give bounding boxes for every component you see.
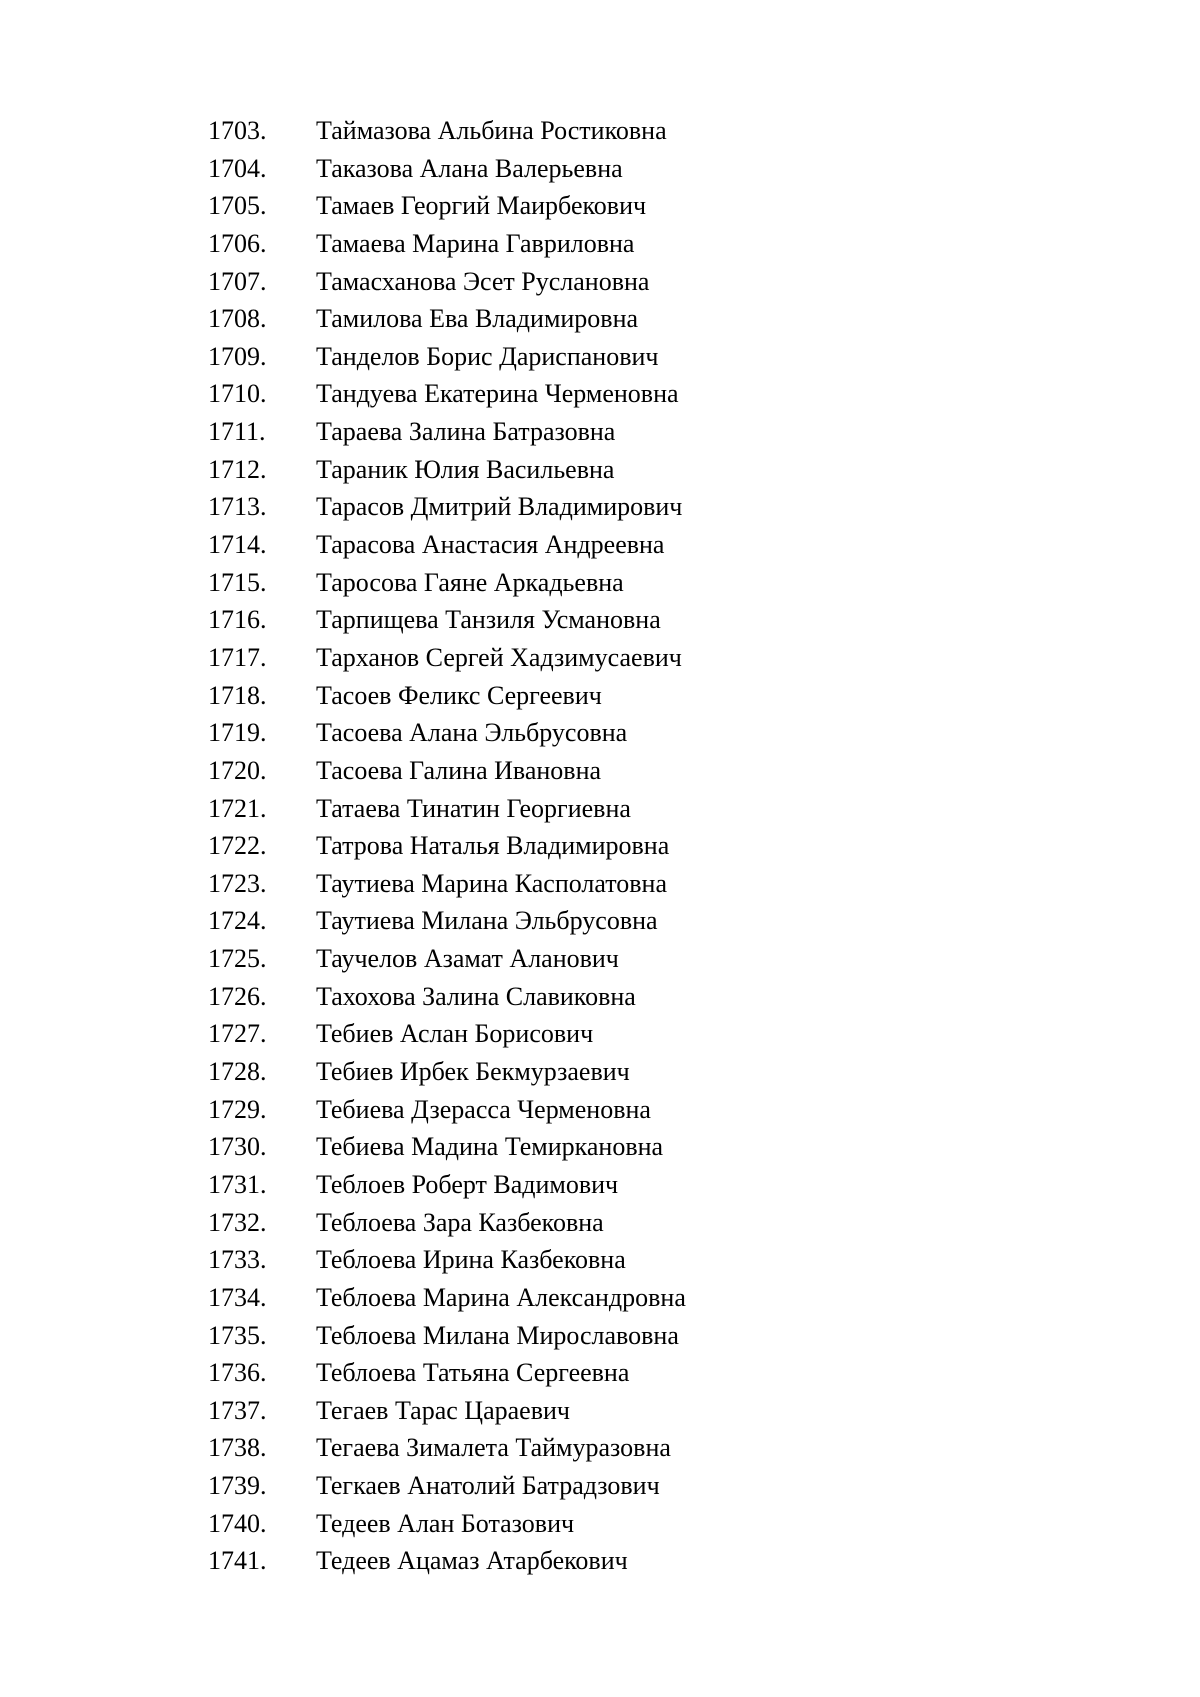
- entry-name: Тарханов Сергей Хадзимусаевич: [316, 642, 682, 672]
- entry-name: Тарасова Анастасия Андреевна: [316, 530, 665, 560]
- entry-number: 1725.: [208, 944, 267, 974]
- list-item: [208, 902, 686, 940]
- entry-number: 1729.: [208, 1094, 267, 1124]
- entry-number: 1718.: [208, 680, 267, 710]
- list-item: [208, 1429, 686, 1467]
- list-item: [208, 1505, 686, 1543]
- list-item: [208, 1317, 686, 1355]
- entry-name: Танделов Борис Дариспанович: [316, 341, 659, 371]
- list-item: [208, 790, 686, 828]
- entry-name: Тамаева Марина Гавриловна: [316, 228, 635, 258]
- entry-number: 1715.: [208, 567, 267, 597]
- list-item: [208, 300, 686, 338]
- entry-name: Тегаев Тарас Цараевич: [316, 1395, 570, 1425]
- list-item: [208, 1128, 686, 1166]
- entry-number: 1717.: [208, 642, 267, 672]
- list-item: [208, 338, 686, 376]
- entry-number: 1730.: [208, 1132, 267, 1162]
- entry-name: Таучелов Азамат Аланович: [316, 944, 619, 974]
- entry-name: Тегаева Зималета Таймуразовна: [316, 1433, 671, 1463]
- entry-number: 1727.: [208, 1019, 267, 1049]
- entry-number: 1734.: [208, 1282, 267, 1312]
- entry-number: 1708.: [208, 304, 267, 334]
- entry-name: Таутиева Марина Касполатовна: [316, 868, 668, 898]
- entry-number: 1712.: [208, 454, 267, 484]
- entry-number: 1724.: [208, 906, 267, 936]
- entry-name: Тамилова Ева Владимировна: [316, 304, 639, 334]
- entry-name: Тараник Юлия Васильевна: [316, 454, 615, 484]
- entry-name: Тедеев Алан Ботазович: [316, 1508, 575, 1538]
- list-item: [208, 150, 686, 188]
- list-item: [208, 112, 686, 150]
- entry-number: 1721.: [208, 793, 267, 823]
- list-item: [208, 413, 686, 451]
- entry-name: Татаева Тинатин Георгиевна: [316, 793, 631, 823]
- entry-number: 1705.: [208, 191, 267, 221]
- list-item: [208, 1241, 686, 1279]
- entry-number: 1706.: [208, 228, 267, 258]
- list-item: [208, 1542, 686, 1580]
- list-item: [208, 526, 686, 564]
- entry-name: Таросова Гаяне Аркадьевна: [316, 567, 624, 597]
- list-item: [208, 1166, 686, 1204]
- entry-number: 1738.: [208, 1433, 267, 1463]
- entry-name: Тасоева Алана Эльбрусовна: [316, 718, 628, 748]
- list-item: [208, 639, 686, 677]
- list-item: [208, 827, 686, 865]
- list-item: [208, 1053, 686, 1091]
- list-item: [208, 1354, 686, 1392]
- entry-number: 1719.: [208, 718, 267, 748]
- list-item: [208, 677, 686, 715]
- entry-name: Тедеев Ацамаз Атарбекович: [316, 1546, 628, 1576]
- list-item: [208, 714, 686, 752]
- entry-number: 1720.: [208, 755, 267, 785]
- entry-name: Тебиев Ирбек Бекмурзаевич: [316, 1057, 630, 1087]
- list-item: [208, 978, 686, 1016]
- entry-name: Тамаев Георгий Маирбекович: [316, 191, 647, 221]
- entry-name: Тарпищева Танзиля Усмановна: [316, 605, 661, 635]
- entry-number: 1704.: [208, 153, 267, 183]
- entry-number: 1722.: [208, 831, 267, 861]
- entry-number: 1732.: [208, 1207, 267, 1237]
- entry-number: 1723.: [208, 868, 267, 898]
- list-item: [208, 225, 686, 263]
- entry-number: 1714.: [208, 530, 267, 560]
- entry-number: 1726.: [208, 981, 267, 1011]
- entry-name: Теблоева Зара Казбековна: [316, 1207, 604, 1237]
- entry-name: Таказова Алана Валерьевна: [316, 153, 623, 183]
- entry-number: 1733.: [208, 1245, 267, 1275]
- name-list: [208, 112, 686, 1580]
- entry-name: Тегкаев Анатолий Батрадзович: [316, 1471, 660, 1501]
- list-item: [208, 1392, 686, 1430]
- entry-name: Тасоев Феликс Сергеевич: [316, 680, 602, 710]
- entry-number: 1703.: [208, 116, 267, 145]
- list-item: [208, 564, 686, 602]
- entry-number: 1707.: [208, 266, 267, 296]
- entry-number: 1716.: [208, 605, 267, 635]
- list-item: [208, 187, 686, 225]
- list-item: [208, 263, 686, 301]
- entry-number: 1713.: [208, 492, 267, 522]
- entry-number: 1710.: [208, 379, 267, 409]
- entry-name: Тараева Залина Батразовна: [316, 417, 616, 447]
- entry-name: Тамасханова Эсет Руслановна: [316, 266, 650, 296]
- entry-name: Тебиева Дзерасса Черменовна: [316, 1094, 651, 1124]
- entry-name: Таймазова Альбина Ростиковна: [316, 116, 667, 145]
- entry-number: 1741.: [208, 1546, 267, 1576]
- entry-number: 1740.: [208, 1508, 267, 1538]
- entry-number: 1737.: [208, 1395, 267, 1425]
- entry-name: Тарасов Дмитрий Владимирович: [316, 492, 683, 522]
- entry-name: Теблоева Ирина Казбековна: [316, 1245, 626, 1275]
- list-item: [208, 1091, 686, 1129]
- entry-name: Таутиева Милана Эльбрусовна: [316, 906, 658, 936]
- list-item: [208, 1204, 686, 1242]
- entry-name: Теблоев Роберт Вадимович: [316, 1169, 619, 1199]
- list-item: [208, 1015, 686, 1053]
- entry-name: Татрова Наталья Владимировна: [316, 831, 670, 861]
- list-item: [208, 1279, 686, 1317]
- entry-number: 1736.: [208, 1358, 267, 1388]
- list-item: [208, 488, 686, 526]
- entry-name: Теблоева Татьяна Сергеевна: [316, 1358, 630, 1388]
- entry-number: 1739.: [208, 1471, 267, 1501]
- entry-number: 1709.: [208, 341, 267, 371]
- entry-name: Теблоева Милана Мирославовна: [316, 1320, 679, 1350]
- entry-number: 1735.: [208, 1320, 267, 1350]
- entry-name: Тасоева Галина Ивановна: [316, 755, 602, 785]
- entry-name: Тебиева Мадина Темиркановна: [316, 1132, 664, 1162]
- entry-number: 1731.: [208, 1169, 267, 1199]
- list-item: [208, 752, 686, 790]
- list-item: [208, 451, 686, 489]
- entry-name: Тандуева Екатерина Черменовна: [316, 379, 679, 409]
- entry-name: Тебиев Аслан Борисович: [316, 1019, 594, 1049]
- list-item: [208, 375, 686, 413]
- list-item: [208, 940, 686, 978]
- entry-name: Тахохова Залина Славиковна: [316, 981, 636, 1011]
- entry-number: 1728.: [208, 1057, 267, 1087]
- list-item: [208, 601, 686, 639]
- entry-number: 1711.: [208, 417, 266, 447]
- list-item: [208, 865, 686, 903]
- list-item: [208, 1467, 686, 1505]
- entry-name: Теблоева Марина Александровна: [316, 1282, 686, 1312]
